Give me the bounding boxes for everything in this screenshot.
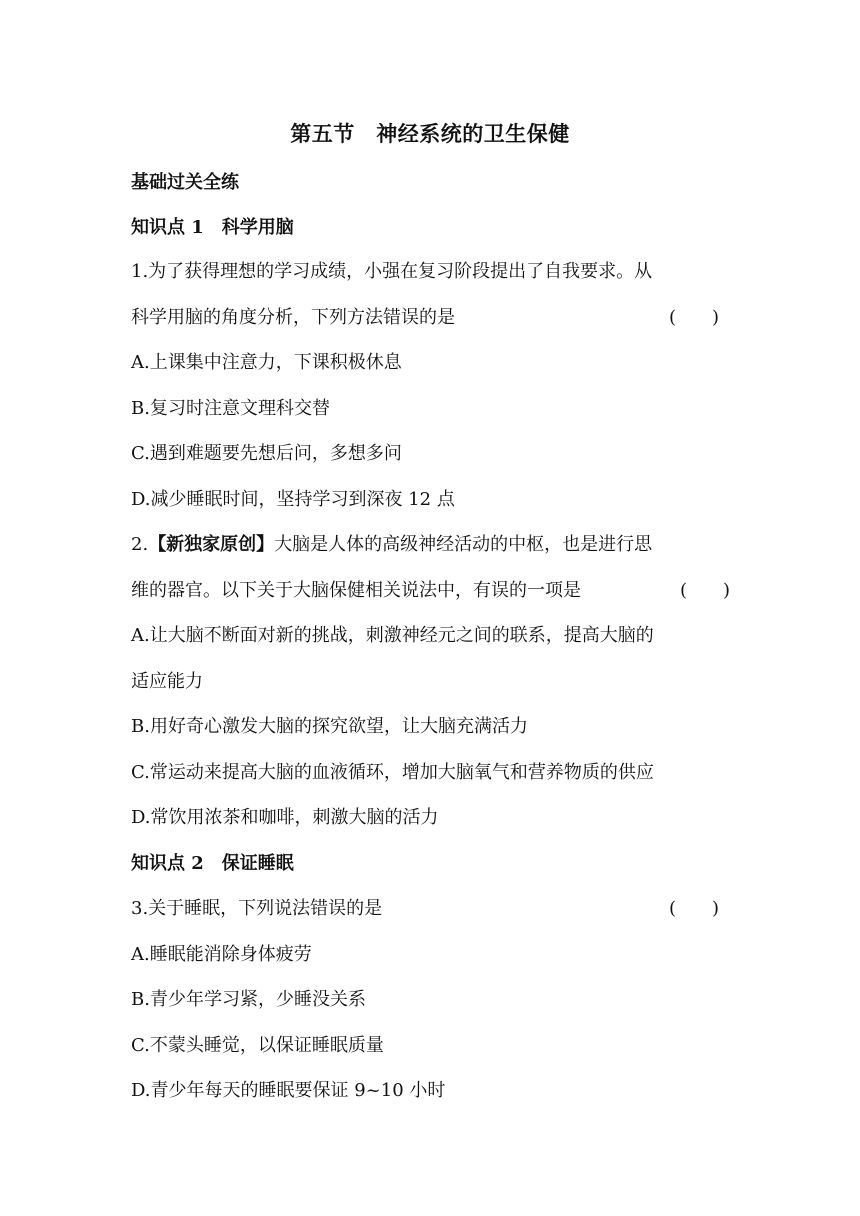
question-3-answer-blank: ( ) xyxy=(669,898,720,919)
question-2-stem-line-1 xyxy=(131,532,652,558)
question-1-option-a: A.上课集中注意力，下课积极休息 xyxy=(131,352,402,373)
question-3-stem: 3.关于睡眠，下列说法错误的是 xyxy=(131,898,383,919)
question-2-option-a-line-2: 适应能力 xyxy=(131,671,203,692)
question-1-stem-line-1: 1.为了获得理想的学习成绩，小强在复习阶段提出了自我要求。从 xyxy=(131,261,653,282)
question-3-option-d: D.青少年每天的睡眠要保证 9~10 小时 xyxy=(131,1080,446,1101)
question-1-answer-blank: ( ) xyxy=(669,307,720,328)
question-3-option-c: C.不蒙头睡觉，以保证睡眠质量 xyxy=(131,1035,384,1056)
page-title: 第五节 神经系统的卫生保健 xyxy=(290,121,570,146)
question-2-original-tag: 【新独家原创】 xyxy=(148,534,275,555)
question-3-option-b: B.青少年学习紧，少睡没关系 xyxy=(131,989,366,1010)
section-heading: 基础过关全练 xyxy=(131,172,239,193)
question-2-option-c: C.常运动来提高大脑的血液循环，增加大脑氧气和营养物质的供应 xyxy=(131,762,654,783)
question-1-option-b: B.复习时注意文理科交替 xyxy=(131,398,330,419)
question-2-number: 2. xyxy=(131,534,149,555)
question-2-answer-blank: ( ) xyxy=(680,580,731,601)
question-2-stem-line-2: 维的器官。以下关于大脑保健相关说法中，有误的一项是 xyxy=(131,580,581,601)
question-1-option-c: C.遇到难题要先想后问，多想多问 xyxy=(131,443,402,464)
knowledge-point-heading-2: 知识点 2 保证睡眠 xyxy=(131,853,294,874)
question-2-option-b: B.用好奇心激发大脑的探究欲望，让大脑充满活力 xyxy=(131,716,528,737)
question-2-option-a-line-1: A.让大脑不断面对新的挑战，刺激神经元之间的联系，提高大脑的 xyxy=(131,625,654,646)
question-3-option-a: A.睡眠能消除身体疲劳 xyxy=(131,944,312,965)
question-1-option-d: D.减少睡眠时间，坚持学习到深夜 12 点 xyxy=(131,489,455,510)
question-1-stem-line-2: 科学用脑的角度分析，下列方法错误的是 xyxy=(131,307,455,328)
knowledge-point-heading-1: 知识点 1 科学用脑 xyxy=(131,217,294,238)
question-2-stem-text: 大脑是人体的高级神经活动的中枢，也是进行思 xyxy=(274,534,653,555)
question-2-option-d: D.常饮用浓茶和咖啡，刺激大脑的活力 xyxy=(131,807,439,828)
